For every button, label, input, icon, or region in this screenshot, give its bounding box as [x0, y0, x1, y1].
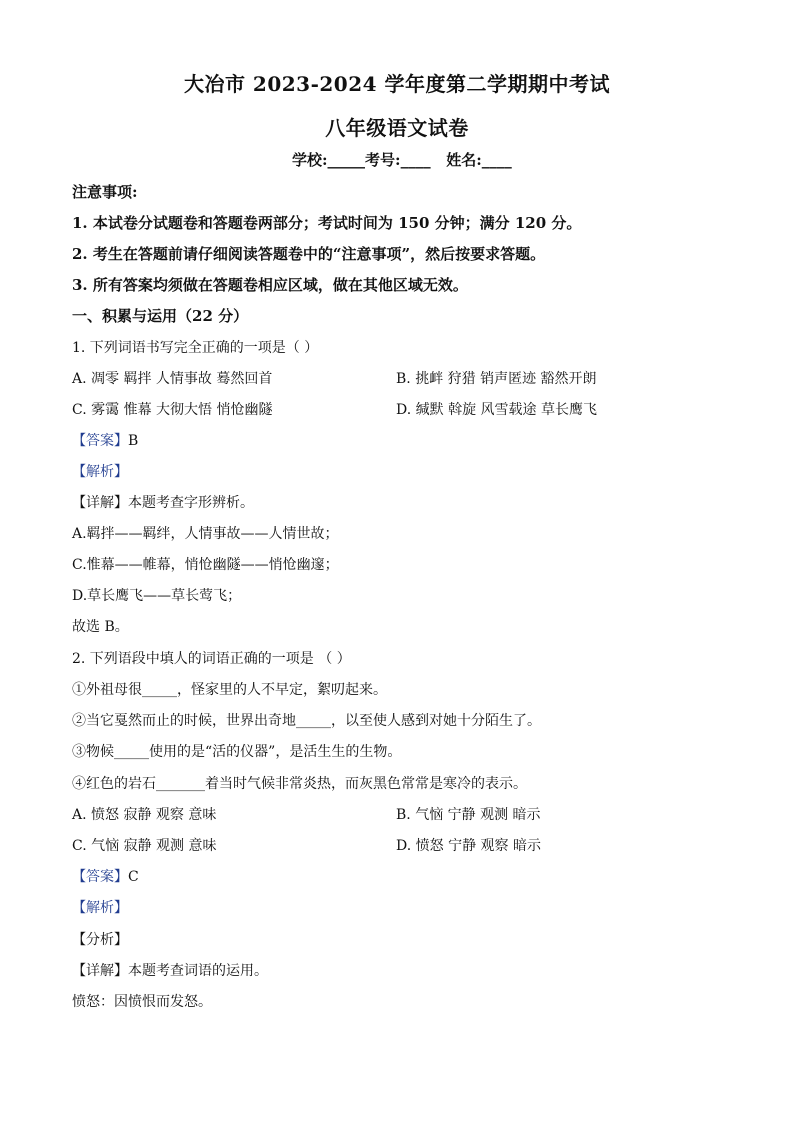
q2-definition-line: 愤怒：因愤恨而发怒。 — [72, 994, 212, 1010]
section1-heading: 一、积累与运用（22 分） — [72, 307, 249, 325]
q2-sentence-3: ③物候_____使用的是“活的仪器”，是活生生的生物。 — [72, 744, 402, 760]
q2-sentence-1: ①外祖母很_____，怪家里的人不早定，絮叨起来。 — [72, 682, 387, 698]
detail-tag: 【详解】 — [72, 963, 128, 979]
q2-stem: 2. 下列语段中填人的词语正确的一项是 （ ） — [72, 651, 351, 667]
q1-explain-a: A.羁拌——羁绊，人情事故——人情世故； — [72, 526, 339, 542]
q1-option-d: D. 缄默 斡旋 风雪载途 草长鹰飞 — [396, 402, 597, 418]
answer-tag: 【答案】 — [72, 433, 128, 449]
exam-title: 大冶市 2023-2024 学年度第二学期期中考试 — [183, 72, 611, 96]
q2-detail: 本题考查词语的运用。 — [128, 963, 268, 979]
note-item-2: 2. 考生在答题前请仔细阅读答题卷中的“注意事项”，然后按要求答题。 — [72, 245, 546, 263]
q2-sentence-2: ②当它戛然而止的时候，世界出奇地_____，以至使人感到对她十分陌生了。 — [72, 713, 541, 729]
q1-explain-c: C.惟幕——帷幕，悄怆幽隧——悄怆幽邃； — [72, 557, 339, 573]
q2-option-a: A. 愤怒 寂静 观察 意味 — [72, 807, 217, 823]
q1-detail-row — [72, 494, 254, 512]
q2-detail-row — [72, 962, 268, 980]
q2-option-c: C. 气恼 寂静 观测 意味 — [72, 838, 217, 854]
q2-answer: C — [128, 869, 139, 885]
q1-answer-row — [72, 432, 138, 450]
q2-analysis-tag: 【解析】 — [72, 900, 128, 916]
q1-option-b: B. 挑衅 狩猎 销声匿迹 豁然开朗 — [396, 371, 597, 387]
detail-tag: 【详解】 — [72, 495, 128, 511]
q1-option-a: A. 凋零 羁拌 人情事故 蓦然回首 — [72, 371, 273, 387]
q1-answer: B — [128, 433, 139, 449]
student-info-line: 学校:_____考号:____ 姓名:____ — [292, 151, 512, 169]
q1-option-c: C. 雾霭 惟幕 大彻大悟 悄怆幽隧 — [72, 402, 273, 418]
q2-answer-row — [72, 868, 139, 886]
q1-conclusion: 故选 B。 — [72, 619, 129, 635]
note-item-1: 1. 本试卷分试题卷和答题卷两部分；考试时间为 150 分钟；满分 120 分。 — [72, 214, 582, 232]
notes-heading: 注意事项: — [72, 183, 138, 201]
exam-subtitle: 八年级语文试卷 — [325, 116, 469, 140]
q1-detail: 本题考查字形辨析。 — [128, 495, 254, 511]
q2-option-d: D. 愤怒 宁静 观察 暗示 — [396, 838, 541, 854]
q1-analysis-tag: 【解析】 — [72, 464, 128, 480]
q2-fenxi-tag: 【分析】 — [72, 932, 128, 948]
answer-tag: 【答案】 — [72, 869, 128, 885]
q2-option-b: B. 气恼 宁静 观测 暗示 — [396, 807, 541, 823]
q2-sentence-4: ④红色的岩石_______着当时气候非常炎热，而灰黑色常常是寒冷的表示。 — [72, 776, 527, 792]
q1-explain-d: D.草长鹰飞——草长莺飞； — [72, 588, 242, 604]
note-item-3: 3. 所有答案均须做在答题卷相应区域，做在其他区域无效。 — [72, 276, 468, 294]
q1-stem: 1. 下列词语书写完全正确的一项是（ ） — [72, 340, 319, 356]
